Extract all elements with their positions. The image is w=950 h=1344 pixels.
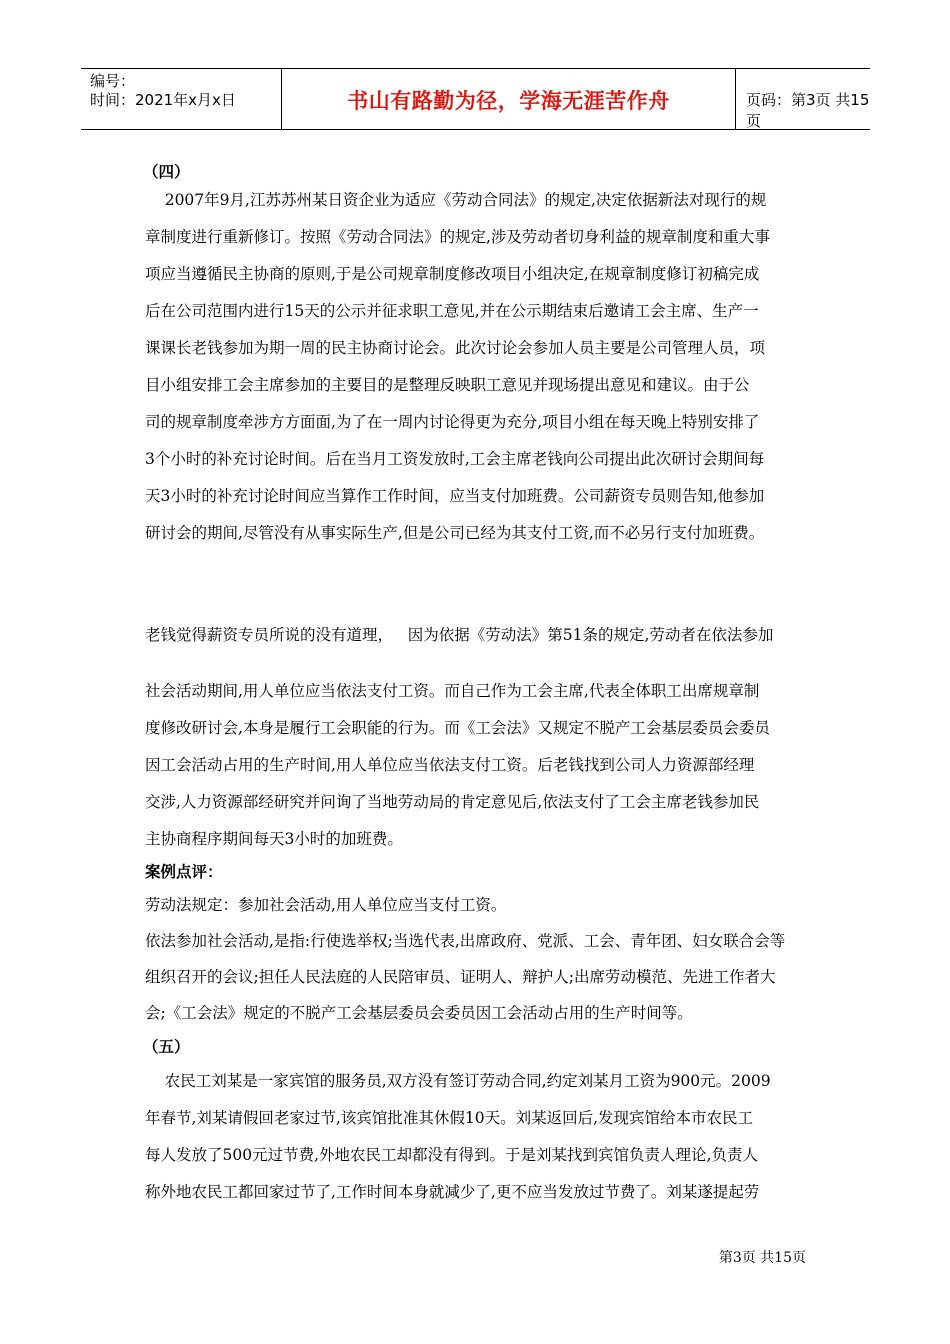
text-line: 劳动法规定：参加社会活动,用人单位应当支付工资。 xyxy=(145,896,507,914)
text-line: 农民工刘某是一家宾馆的服务员,双方没有签订劳动合同,约定刘某月工资为900元。2009 xyxy=(145,1072,771,1090)
text-line: 主协商程序期间每天3小时的加班费。 xyxy=(145,830,403,848)
header-left-cell xyxy=(81,69,282,129)
page-footer: 第3页 共15页 xyxy=(718,1250,806,1266)
text-line: 年春节,刘某请假回老家过节,该宾馆批准其休假10天。刘某返回后,发现宾馆给本市农民工 xyxy=(145,1109,754,1127)
text-line: 每人发放了500元过节费,外地农民工却都没有得到。于是刘某找到宾馆负责人理论,负责人 xyxy=(145,1146,758,1164)
header-motto-cell xyxy=(282,69,736,129)
text-line: 后在公司范围内进行15天的公示并征求职工意见,并在公示期结束后邀请工会主席、生产一 xyxy=(145,302,759,320)
text-line: 目小组安排工会主席参加的主要目的是整理反映职工意见并现场提出意见和建议。由于公 xyxy=(145,376,750,394)
text-line: 称外地农民工都回家过节了,工作时间本身就减少了,更不应当发放过节费了。刘某遂提起劳 xyxy=(145,1183,760,1201)
text-line: 社会活动期间,用人单位应当依法支付工资。而自己作为工会主席,代表全体职工出席规章制 xyxy=(145,682,760,700)
text-line: 项应当遵循民主协商的原则,于是公司规章制度修改项目小组决定,在规章制度修订初稿完成 xyxy=(145,265,760,283)
text-line: 天3小时的补充讨论时间应当算作工作时间，应当支付加班费。公司薪资专员则告知,他参加 xyxy=(145,487,765,505)
text-line: 3个小时的补充讨论时间。后在当月工资发放时,工会主席老钱向公司提出此次研讨会期间每 xyxy=(145,450,765,468)
text-line: 研讨会的期间,尽管没有从事实际生产,但是公司已经为其支付工资,而不必另行支付加班费。 xyxy=(145,524,765,542)
text-line: 组织召开的会议;担任人民法庭的人民陪审员、证明人、辩护人;出席劳动模范、先进工作者大 xyxy=(145,968,776,986)
section-heading-4: （四） xyxy=(143,163,190,181)
text-line: 因工会活动占用的生产时间,用人单位应当依法支付工资。后老钱找到公司人力资源部经理 xyxy=(145,756,755,774)
text-line: 依法参加社会活动,是指:行使选举权;当选代表,出席政府、党派、工会、青年团、妇女联合会等 xyxy=(145,932,786,950)
text-line: 度修改研讨会,本身是履行工会职能的行为。而《工会法》又规定不脱产工会基层委员会委员 xyxy=(145,719,770,737)
text-line: 会;《工会法》规定的不脱产工会基层委员会委员因工会活动占用的生产时间等。 xyxy=(145,1004,693,1022)
text-line: 章制度进行重新修订。按照《劳动合同法》的规定,涉及劳动者切身利益的规章制度和重大事 xyxy=(145,228,770,246)
motto: 书山有路勤为径，学海无涯苦作舟 xyxy=(347,89,670,113)
text-line: 司的规章制度牵涉方方面面,为了在一周内讨论得更为充分,项目小组在每天晚上特别安排了 xyxy=(145,413,760,431)
number-label: 编号： xyxy=(90,72,136,90)
text-line: 2007年9月,江苏苏州某日资企业为适应《劳动合同法》的规定,决定依据新法对现行的规 xyxy=(145,191,767,209)
text-line: 交涉,人力资源部经研究并问询了当地劳动局的肯定意见后,依法支付了工会主席老钱参加民 xyxy=(145,793,760,811)
section-heading-5: （五） xyxy=(143,1038,190,1056)
date-label: 时间：2021年x月x日 xyxy=(90,91,236,109)
text-line: 老钱觉得薪资专员所说的没有道理， 因为依据《劳动法》第51条的规定,劳动者在依法参加 xyxy=(145,626,774,644)
review-heading: 案例点评： xyxy=(145,863,223,881)
header-page-info: 页码：第3页 共15页 xyxy=(746,91,870,130)
text-line: 课课长老钱参加为期一周的民主协商讨论会。此次讨论会参加人员主要是公司管理人员，项 xyxy=(145,339,766,357)
page-header xyxy=(81,68,870,130)
